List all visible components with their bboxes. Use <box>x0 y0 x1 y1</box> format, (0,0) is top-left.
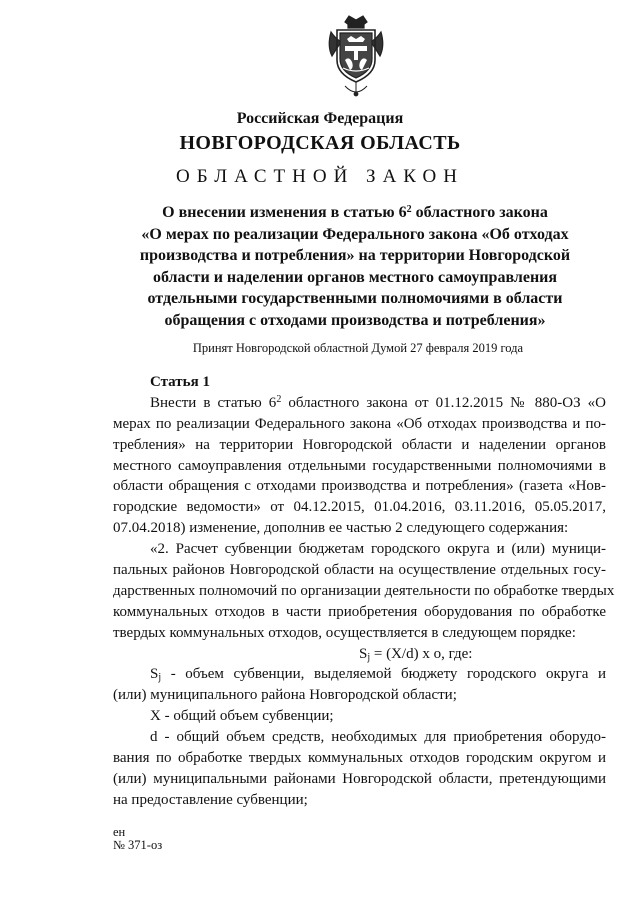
region-name: НОВГОРОДСКАЯ ОБЛАСТЬ <box>179 132 461 154</box>
article-body <box>113 372 615 811</box>
def1-text: - объем субвенции, выделяемой бюджету городского округа и <box>161 666 606 683</box>
paragraph-2-line-4: коммунальных отходов в части приобретения оборудования по обработке <box>113 603 606 620</box>
paragraph-1-line-6: городские ведомости» от 04.12.2015, 01.04.2016, 03.11.2016, 05.05.2017, <box>113 499 606 516</box>
paragraph-1-line-4: местного самоуправления отдельными государственными полномочиями в <box>113 457 606 474</box>
paragraph-1-line-2: мерах по реализации Федерального закона «Об отходах производства и по- <box>113 415 606 432</box>
paragraph-2-line-5: твердых коммунальных отходов, осуществляется в следующем порядке: <box>113 624 576 641</box>
paragraph-2-line-1: «2. Расчет субвенции бюджетам городского округа и (или) муници- <box>150 541 606 558</box>
article-heading: Статья 1 <box>150 374 210 390</box>
p1-l1-text: Внести в статью 6 <box>150 394 277 411</box>
paragraph-2-line-2: пальных районов Новгородской области на осуществление отдельных госу- <box>113 562 606 579</box>
footer <box>113 826 162 852</box>
title-line-1-text: О внесении изменения в статью 6 <box>162 204 407 221</box>
formula-rest: = (X/d) x o, где: <box>370 645 473 662</box>
title-line-4: области и наделении органов местного самоуправления <box>152 268 558 286</box>
formula-symbol: S <box>359 645 368 662</box>
coat-of-arms-icon <box>323 12 389 98</box>
definition-3-line-2: вания по обработке твердых коммунальных отходов городским округом и <box>113 750 606 767</box>
title-line-3: производства и потребления» на территории Новгородской <box>139 247 571 265</box>
document-type: ОБЛАСТНОЙ ЗАКОН <box>176 166 464 187</box>
adoption-note: Принят Новгородской областной Думой 27 февраля 2019 года <box>192 341 524 355</box>
footer-initials: ен <box>113 825 126 839</box>
definition-3-line-1: d - общий объем средств, необходимых для приобретения оборудо- <box>150 729 606 746</box>
definition-3-line-3: (или) муниципальными районами Новгородской области, претендующими <box>113 770 606 787</box>
law-title <box>100 202 610 332</box>
title-line-6: обращения с отходами производства и потребления» <box>164 311 546 329</box>
definition-1-line-2: (или) муниципального района Новгородской области; <box>113 687 457 704</box>
title-superscript: 2 <box>406 204 412 215</box>
formula <box>113 644 606 665</box>
definition-2: X - общий объем субвенции; <box>150 708 334 725</box>
def1-subscript: j <box>158 672 162 684</box>
def1-symbol: S <box>150 666 159 683</box>
title-line-1-end: областного закона <box>411 204 548 221</box>
p1-l1-end: областного закона от 01.12.2015 № 880-ОЗ «О <box>281 394 607 411</box>
paragraph-2-line-3: дарственных полномочий по организации деятельности по обработке твердых <box>113 582 615 599</box>
title-line-2: «О мерах по реализации Федерального закона «Об отходах <box>141 225 569 243</box>
title-line-5: отдельными государственными полномочиями в области <box>147 290 563 308</box>
formula-subscript: j <box>367 651 371 663</box>
definition-1-line-1 <box>113 664 606 685</box>
p1-superscript: 2 <box>276 393 282 405</box>
paragraph-1-line-7: 07.04.2018) изменение, дополнив ее частью 2 следующего содержания: <box>113 520 569 537</box>
country-name: Российская Федерация <box>236 110 404 127</box>
paragraph-1-line-5: области обращения с отходами производства и потребления» (газета «Нов- <box>113 478 606 495</box>
footer-doc-number: № 371-оз <box>113 838 163 852</box>
definition-3-line-4: на предоставление субвенции; <box>113 791 308 808</box>
paragraph-1-line-3: требления» на территории Новгородской области и наделении органов <box>113 436 606 453</box>
paragraph-1-line-1 <box>113 393 606 414</box>
